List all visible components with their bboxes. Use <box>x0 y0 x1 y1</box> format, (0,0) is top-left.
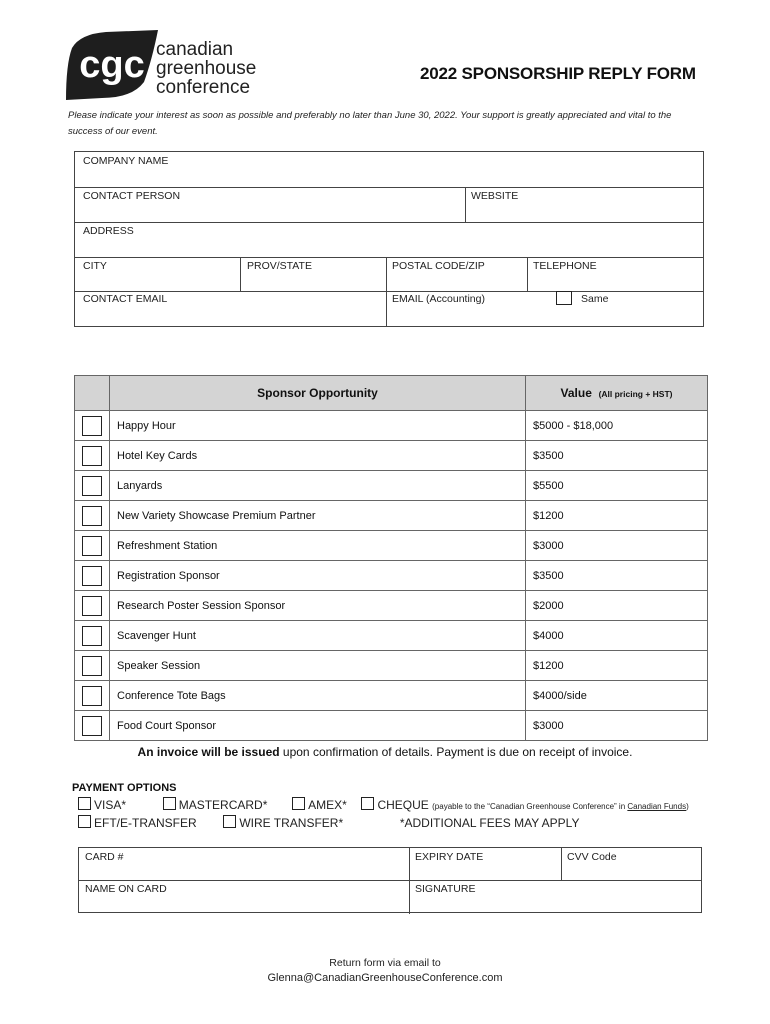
sponsor-row-cell-checkbox <box>75 441 110 471</box>
sponsor-row-cell-checkbox <box>75 621 110 651</box>
form-title: 2022 SPONSORSHIP REPLY FORM <box>420 64 696 83</box>
sponsor-row <box>75 711 708 741</box>
sponsor-row <box>75 531 708 561</box>
sponsor-row <box>75 621 708 651</box>
cgc-logo-mark <box>66 30 158 100</box>
invoice-note-rest: upon confirmation of details. Payment is due on receipt of invoice. <box>279 745 633 759</box>
sponsor-row-cell-checkbox <box>75 651 110 681</box>
name-on-card-field[interactable]: NAME ON CARD <box>85 883 167 895</box>
amex-checkbox[interactable] <box>292 797 305 810</box>
same-checkbox[interactable] <box>556 291 572 305</box>
intro-text: Please indicate your interest as soon as possible and preferably no later than June 30, 2022. Your support is greatly appreciated and vital to the success of our event. <box>68 110 672 137</box>
eft-checkbox[interactable] <box>78 815 91 828</box>
logo-mark-text: cgc <box>79 44 145 86</box>
sponsor-row <box>75 561 708 591</box>
city-field[interactable]: CITY <box>83 260 107 272</box>
sponsor-checkbox[interactable] <box>82 416 102 436</box>
sponsor-name: Lanyards <box>110 471 526 501</box>
email-accounting-field[interactable]: EMAIL (Accounting) <box>392 293 485 305</box>
footer-return-text: Return form via email to <box>329 957 441 969</box>
payment-options-row-1 <box>78 797 689 812</box>
logo-line-3: conference <box>156 77 251 98</box>
card-number-field[interactable]: CARD # <box>85 851 124 863</box>
sponsor-row <box>75 681 708 711</box>
postal-code-field[interactable]: POSTAL CODE/ZIP <box>392 260 485 272</box>
sponsor-value: $4000 <box>526 621 708 651</box>
visa-checkbox[interactable] <box>78 797 91 810</box>
sponsor-value: $1200 <box>526 501 708 531</box>
amex-label: AMEX* <box>308 798 347 812</box>
sponsor-value: $3000 <box>526 711 708 741</box>
cheque-checkbox[interactable] <box>361 797 374 810</box>
cvv-field[interactable]: CVV Code <box>567 851 617 863</box>
company-name-field[interactable]: COMPANY NAME <box>83 155 169 167</box>
value-header: Value (All pricing + HST) <box>526 376 708 411</box>
contact-email-field[interactable]: CONTACT EMAIL <box>83 293 168 305</box>
logo-line-2: greenhouse <box>156 58 257 79</box>
eft-label: EFT/E-TRANSFER <box>94 816 197 830</box>
wire-transfer-checkbox[interactable] <box>223 815 236 828</box>
wire-transfer-label: WIRE TRANSFER* <box>239 816 344 830</box>
sponsor-checkbox[interactable] <box>82 536 102 556</box>
invoice-note <box>0 745 770 759</box>
sponsor-checkbox[interactable] <box>82 476 102 496</box>
sponsor-row-cell-checkbox <box>75 411 110 441</box>
prov-state-field[interactable]: PROV/STATE <box>247 260 312 272</box>
sponsor-name: Happy Hour <box>110 411 526 441</box>
telephone-field[interactable]: TELEPHONE <box>533 260 597 272</box>
sponsor-name: Hotel Key Cards <box>110 441 526 471</box>
contact-person-field[interactable]: CONTACT PERSON <box>83 190 181 202</box>
sponsor-name: Registration Sponsor <box>110 561 526 591</box>
website-field[interactable]: WEBSITE <box>471 190 519 202</box>
sponsor-row-cell-checkbox <box>75 591 110 621</box>
sponsor-name: Food Court Sponsor <box>110 711 526 741</box>
card-form <box>78 847 702 913</box>
cheque-note: (payable to the “Canadian Greenhouse Conference” in Canadian Funds) <box>432 802 689 811</box>
cheque-label: CHEQUE <box>377 798 429 812</box>
signature-field[interactable]: SIGNATURE <box>415 883 476 895</box>
sponsor-row <box>75 651 708 681</box>
sponsor-row <box>75 441 708 471</box>
sponsor-row <box>75 501 708 531</box>
sponsor-row-cell-checkbox <box>75 681 110 711</box>
sponsor-value: $3500 <box>526 561 708 591</box>
sponsor-checkbox[interactable] <box>82 506 102 526</box>
footer-email-link[interactable]: Glenna@CanadianGreenhouseConference.com <box>267 972 503 984</box>
sponsor-row-cell-checkbox <box>75 501 110 531</box>
sponsor-name: Scavenger Hunt <box>110 621 526 651</box>
sponsor-checkbox[interactable] <box>82 596 102 616</box>
sponsor-name: Conference Tote Bags <box>110 681 526 711</box>
additional-fees-note: *ADDITIONAL FEES MAY APPLY <box>399 816 580 830</box>
mastercard-checkbox[interactable] <box>163 797 176 810</box>
sponsor-checkbox[interactable] <box>82 626 102 646</box>
sponsor-opportunity-header: Sponsor Opportunity <box>110 376 526 411</box>
sponsor-checkbox[interactable] <box>82 716 102 736</box>
contact-form <box>74 151 704 327</box>
sponsor-value: $3000 <box>526 531 708 561</box>
sponsor-value: $5000 - $18,000 <box>526 411 708 441</box>
value-header-note: (All pricing + HST) <box>598 389 673 399</box>
sponsor-row-cell-checkbox <box>75 711 110 741</box>
sponsor-row <box>75 591 708 621</box>
sponsor-checkbox[interactable] <box>82 566 102 586</box>
expiry-date-field[interactable]: EXPIRY DATE <box>415 851 484 863</box>
sponsor-name: Refreshment Station <box>110 531 526 561</box>
same-label: Same <box>581 293 609 305</box>
payment-options-row-2 <box>78 815 579 830</box>
sponsor-row-cell-checkbox <box>75 531 110 561</box>
sponsor-row <box>75 471 708 501</box>
sponsor-value: $1200 <box>526 651 708 681</box>
sponsor-checkbox[interactable] <box>82 686 102 706</box>
sponsor-name: New Variety Showcase Premium Partner <box>110 501 526 531</box>
sponsor-value: $3500 <box>526 441 708 471</box>
address-field[interactable]: ADDRESS <box>83 225 134 237</box>
sponsor-value: $4000/side <box>526 681 708 711</box>
sponsor-checkbox[interactable] <box>82 656 102 676</box>
checkbox-column-header <box>75 376 110 411</box>
visa-label: VISA* <box>94 798 127 812</box>
logo-line-1: canadian <box>156 39 234 60</box>
sponsor-row-cell-checkbox <box>75 561 110 591</box>
sponsor-value: $2000 <box>526 591 708 621</box>
invoice-note-bold: An invoice will be issued <box>137 745 280 759</box>
logo-wordmark <box>156 40 256 97</box>
sponsor-name: Speaker Session <box>110 651 526 681</box>
sponsor-name: Research Poster Session Sponsor <box>110 591 526 621</box>
mastercard-label: MASTERCARD* <box>178 798 268 812</box>
sponsor-value: $5500 <box>526 471 708 501</box>
sponsor-row-cell-checkbox <box>75 471 110 501</box>
sponsor-row <box>75 411 708 441</box>
sponsor-table <box>74 375 708 741</box>
payment-options-title: PAYMENT OPTIONS <box>72 782 177 794</box>
sponsor-checkbox[interactable] <box>82 446 102 466</box>
